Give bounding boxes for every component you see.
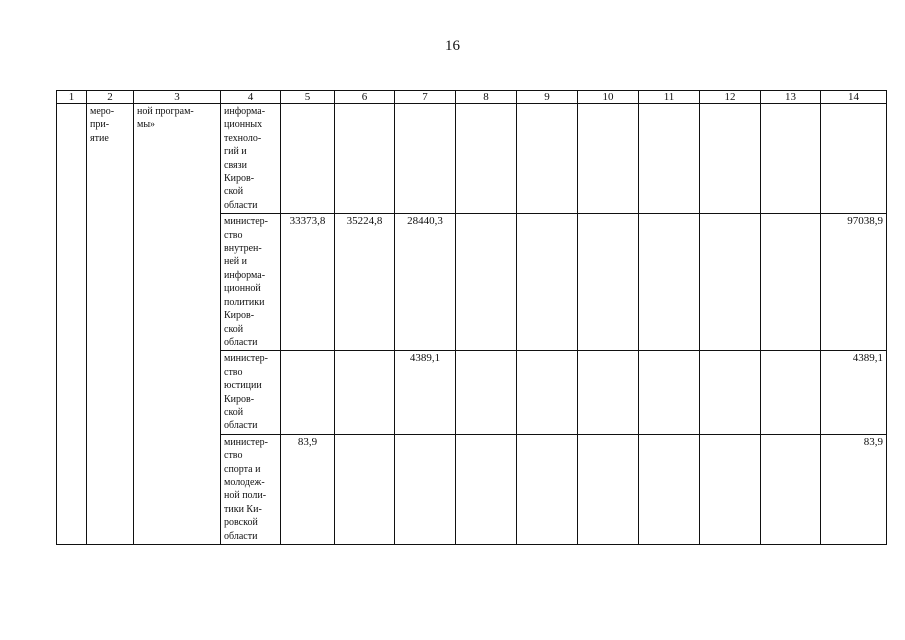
cell-col13 <box>761 104 821 214</box>
header-cell-7: 7 <box>395 91 456 104</box>
cell-col2-event: меро- при- ятие <box>87 104 134 214</box>
cell-col7: 4389,1 <box>395 351 456 434</box>
cell-col2 <box>87 351 134 434</box>
cell-col7 <box>395 104 456 214</box>
cell-col13 <box>761 434 821 544</box>
cell-col11 <box>639 351 700 434</box>
header-cell-4: 4 <box>221 91 281 104</box>
cell-col1 <box>57 434 87 544</box>
cell-col5: 83,9 <box>281 434 335 544</box>
header-cell-2: 2 <box>87 91 134 104</box>
cell-col6 <box>335 351 395 434</box>
cell-executor: министер- ство юстиции Киров- ской области <box>221 351 281 434</box>
header-cell-1: 1 <box>57 91 87 104</box>
cell-col10 <box>578 434 639 544</box>
cell-col11 <box>639 214 700 351</box>
cell-col12 <box>700 434 761 544</box>
header-cell-8: 8 <box>456 91 517 104</box>
header-row <box>57 91 887 104</box>
cell-col10 <box>578 104 639 214</box>
cell-col7 <box>395 434 456 544</box>
cell-col1 <box>57 214 87 351</box>
cell-executor: министер- ство внутрен- ней и информа- ционной политики Киров- ской области <box>221 214 281 351</box>
cell-col6 <box>335 434 395 544</box>
cell-col14: 4389,1 <box>821 351 887 434</box>
cell-col3-program: ной програм- мы» <box>134 104 221 214</box>
cell-col5 <box>281 104 335 214</box>
cell-col3 <box>134 214 221 351</box>
cell-col12 <box>700 351 761 434</box>
cell-col5: 33373,8 <box>281 214 335 351</box>
cell-col9 <box>517 351 578 434</box>
header-cell-14: 14 <box>821 91 887 104</box>
cell-col9 <box>517 104 578 214</box>
header-cell-3: 3 <box>134 91 221 104</box>
cell-col10 <box>578 351 639 434</box>
cell-col14: 97038,9 <box>821 214 887 351</box>
table-row <box>57 351 887 434</box>
cell-col14: 83,9 <box>821 434 887 544</box>
cell-col12 <box>700 214 761 351</box>
cell-executor: министер- ство спорта и молодеж- ной поли- тики Ки- ровской области <box>221 434 281 544</box>
cell-col2 <box>87 214 134 351</box>
cell-col12 <box>700 104 761 214</box>
header-cell-9: 9 <box>517 91 578 104</box>
budget-table <box>56 90 887 545</box>
header-cell-6: 6 <box>335 91 395 104</box>
cell-col5 <box>281 351 335 434</box>
table-row <box>57 434 887 544</box>
cell-col9 <box>517 214 578 351</box>
header-cell-11: 11 <box>639 91 700 104</box>
cell-col2 <box>87 434 134 544</box>
cell-col1 <box>57 351 87 434</box>
cell-col3 <box>134 434 221 544</box>
header-cell-12: 12 <box>700 91 761 104</box>
cell-executor: информа- ционных техноло- гий и связи Киров- ской области <box>221 104 281 214</box>
header-cell-10: 10 <box>578 91 639 104</box>
header-cell-5: 5 <box>281 91 335 104</box>
page-number: 16 <box>445 38 460 54</box>
cell-col6: 35224,8 <box>335 214 395 351</box>
header-cell-13: 13 <box>761 91 821 104</box>
cell-col3 <box>134 351 221 434</box>
cell-col8 <box>456 351 517 434</box>
cell-col11 <box>639 104 700 214</box>
cell-col10 <box>578 214 639 351</box>
cell-col13 <box>761 351 821 434</box>
cell-col7: 28440,3 <box>395 214 456 351</box>
cell-col9 <box>517 434 578 544</box>
cell-col13 <box>761 214 821 351</box>
cell-col1 <box>57 104 87 214</box>
cell-col14 <box>821 104 887 214</box>
cell-col8 <box>456 104 517 214</box>
cell-col8 <box>456 214 517 351</box>
table-row <box>57 214 887 351</box>
cell-col11 <box>639 434 700 544</box>
cell-col8 <box>456 434 517 544</box>
cell-col6 <box>335 104 395 214</box>
table-row <box>57 104 887 214</box>
